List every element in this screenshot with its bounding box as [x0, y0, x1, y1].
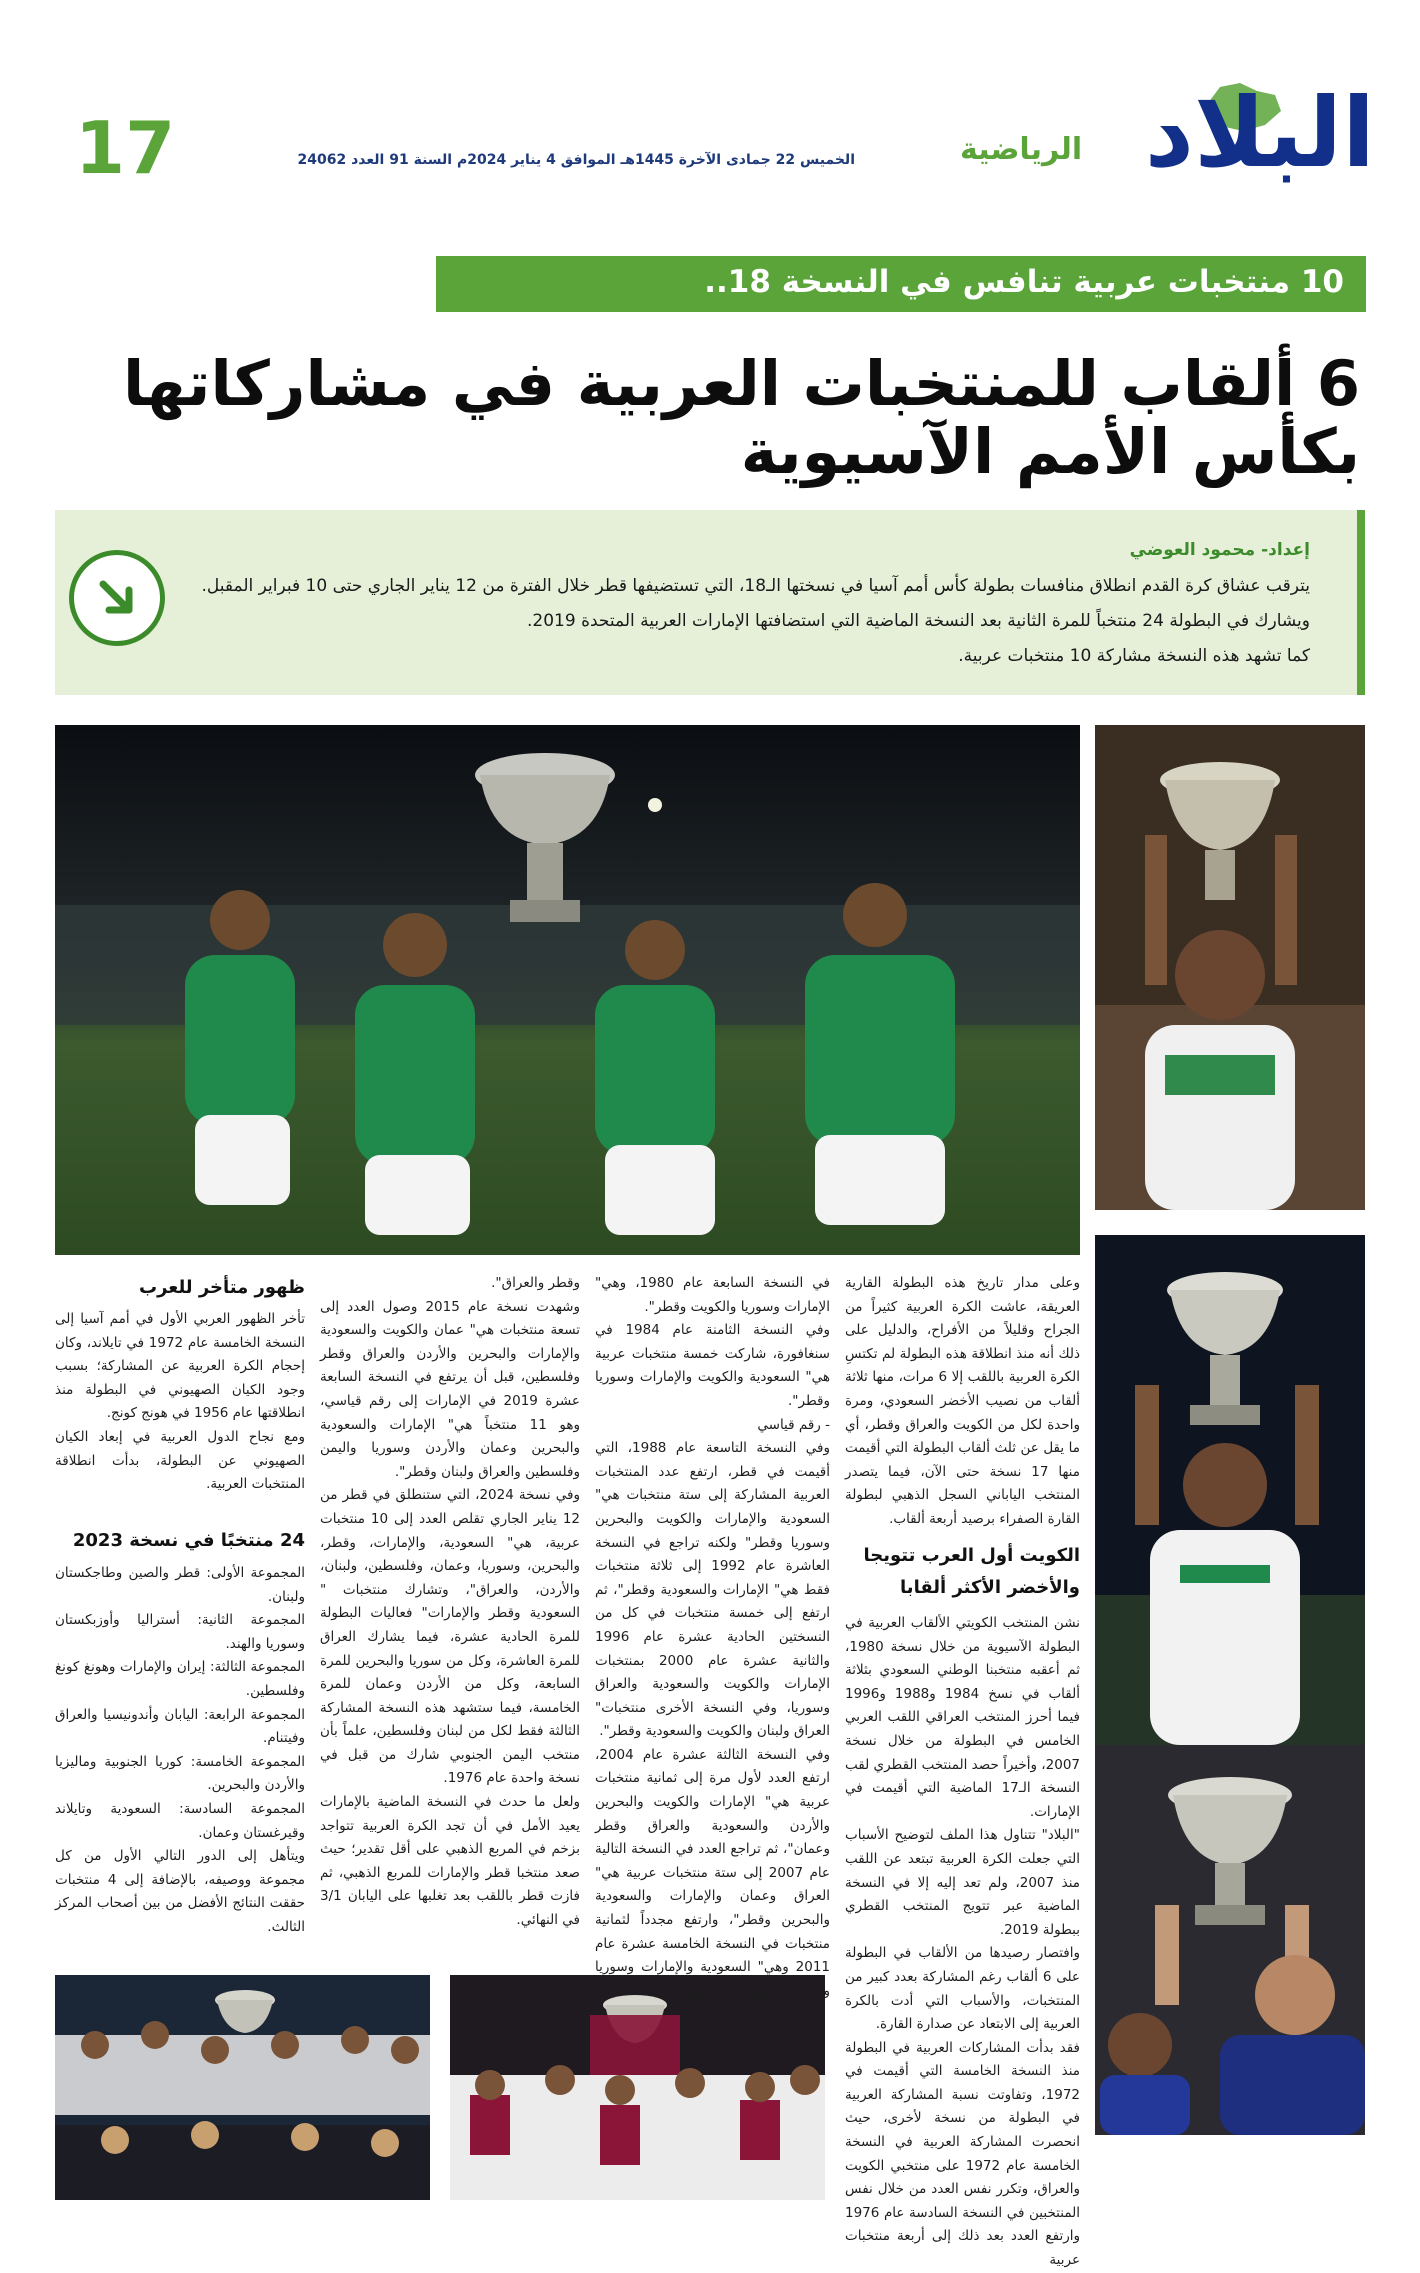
masthead-logo	[1125, 77, 1375, 205]
photo-iraq-celebration	[55, 1975, 430, 2200]
photo-player-trophy-1	[1095, 725, 1365, 1210]
article-col3: وقطر والعراق". وشهدت نسخة عام 2015 وصول العدد إلى تسعة منتخبات هي" عمان والكويت والسعودية والإمارات والبحرين والأردن والعراق وقطر وفلسطين، قبل أن يرتفع في النسخة السابعة عشرة 2019 في الإمارات إلى رقم قياسي، وهو 11 منتخباً هي" الإمارات والسعودية والبحرين وعمان والأردن وسوريا واليمن وفلسطين والعراق ولبنان وقطر". وفي نسخة 2024، التي ستنطلق في قطر من 12 يناير الجاري تقلص العدد إلى 10 منتخبات عربية، هي" السعودية، والإمارات، وقطر، والبحرين، وسوريا، وعمان، وفلسطين، ولبنان، والأردن، والعراق"، وتشارك منتخبات " السعودية وقطر والإمارات" فعاليات البطولة للمرة الحادية عشرة، فيما يشارك العراق للمرة العاشرة، وكل من سوريا والبحرين للمرة السابعة، وكل من الأردن وعمان للمرة الخامسة، فيما ستشهد هذه النسخة المشاركة الثالثة فقط لكل من لبنان وفلسطين، علماً بأن منتخب اليمن الجنوبي شارك من قبل في نسخة واحدة عام 1976. ولعل ما حدث في النسخة الماضية بالإمارات يعيد الأمل في أن تجد الكرة العربية تتواجد بزخم في المربع الذهبي على أقل تقدير؛ حيث صعد منتخبا قطر والإمارات للمربع الذهبي، ثم فازت قطر باللقب بعد تغلبها على اليابان 3/1 في النهائي.	[320, 1275, 580, 1929]
main-headline: 6 ألقاب للمنتخبات العربية في مشاركاتها بكأس الأمم الآسيوية	[122, 347, 1360, 489]
byline: إعداد- محمود العوضي	[1129, 540, 1310, 560]
photo-qatar-celebration	[450, 1975, 825, 2200]
article-col4-top: تأخر الظهور العربي الأول في أمم آسيا إلى النسخة الخامسة عام 1972 في تايلاند، وكان إحجام الكرة العربية عن المشاركة؛ بسبب وجود الكيان الصهيوني في البطولة منذ انطلاقتها عام 1956 في هونج كونج. ومع نجاح الدول العربية في إبعاد الكيان الصهيوني عن البطولة، بدأت انطلاقة المنتخبات العربية.	[55, 1311, 305, 1493]
article-col2: في النسخة السابعة عام 1980، وهي" الإمارات وسوريا والكويت وقطر". وفي النسخة الثامنة عام 1984 في سنغافورة، شاركت خمسة منتخبات عربية هي" السعودية والكويت والإمارات وسوريا وقطر". - رقم قياسي وفي النسخة التاسعة عام 1988، التي أقيمت في قطر، ارتفع عدد المنتخبات العربية المشاركة إلى ستة منتخبات هي" السعودية والإمارات والكويت والبحرين وسوريا وقطر" ولكنه تراجع في النسخة العاشرة عام 1992 إلى ثلاثة منتخبات فقط هي" الإمارات والسعودية وقطر"، ثم ارتفع إلى خمسة منتخبات في كل من النسختين الحادية عشرة عام 1996 والثانية عشرة عام 2000 بمنتخبات الإمارات والكويت والسعودية والعراق وسوريا، وفي النسخة الأخرى منتخبات" العراق ولبنان والكويت والسعودية وقطر". وفي النسخة الثالثة عشرة عام 2004، ارتفع العدد لأول مرة إلى ثمانية منتخبات عربية هي" الإمارات والكويت والبحرين والأردن والسعودية والعراق وقطر وعمان"، ثم تراجع العدد في النسخة التالية عام 2007 إلى ستة منتخبات عربية هي" العراق وعمان والإمارات والسعودية والبحرين وقطر"، وارتفع مجدداً لثمانية منتخبات في النسخة الخامسة عشرة عام 2011 وهي" السعودية والإمارات وسوريا والأردن والكويت والبحرين	[595, 1275, 831, 1999]
intro-paragraph: كما تشهد هذه النسخة مشاركة 10 منتخبات عربية.	[958, 646, 1310, 666]
article-col1-bottom: نشن المنتخب الكويتي الألقاب العربية في البطولة الآسيوية من خلال نسخة 1980، ثم أعقبه منتخبنا الوطني السعودي بثلاثة ألقاب في نسخ 1984 و1988 و1996 فيما أحرز المنتخب العراقي اللقب العربي الخامس في البطولة من خلال نسخة 2007، وأخيراً حصد المنتخب القطري لقب النسخة الـ17 الماضية التي أقيمت في الإمارات. "البلاد" تتناول هذا الملف لتوضيح الأسباب التي جعلت الكرة العربية تبتعد عن اللقب منذ 2007، ولم تعد إليه إلا في النسخة الماضية عبر تتويج المنتخب القطري ببطولة 2019. وافتصار رصيدها من الألقاب في البطولة على 6 ألقاب رغم المشاركة بعدد كبير من المنتخبات، والأسباب التي أدت بالكرة العربية إلى الابتعاد عن صدارة القارة. فقد بدأت المشاركات العربية في البطولة منذ النسخة الخامسة التي أقيمت في 1972، وتفاوتت نسبة المشاركة العربية في البطولة من نسخة لأخرى، حيث انحصرت المشاركة العربية في النسخة الخامسة عام 1972 على منتخبي الكويت والعراق، وتكرر نفس العدد من خلال نفس المنتخبين في النسخة السادسة عام 1976 وارتفع العدد بعد ذلك إلى أربعة منتخبات عربية	[845, 1615, 1081, 2269]
read-more-arrow-icon[interactable]	[69, 550, 165, 646]
intro-accent-bar	[1357, 510, 1365, 695]
photo-player-trophy-2	[1095, 1235, 1365, 1745]
section-label: الرياضية	[960, 132, 1083, 167]
intro-box	[55, 510, 1365, 695]
article-col4-groups: المجموعة الأولى: قطر والصين وطاجكستان ولبنان. المجموعة الثانية: أستراليا وأوزبكستان وسوريا والهند. المجموعة الثالثة: إيران والإمارات وهونغ كونغ وفلسطين. المجموعة الرابعة: اليابان وأندونيسيا والعراق وفيتنام. المجموعة الخامسة: كوريا الجنوبية وماليزيا والأردن والبحرين. المجموعة السادسة: السعودية وتايلاند وقيرغستان وعمان. ويتأهل إلى الدور التالي الأول من كل مجموعة ووصيفه، بالإضافة إلى 4 منتخبات حققت النتائج الأفضل من بين أصحاب المركز الثالث.	[55, 1565, 306, 1935]
article-col1-top: وعلى مدار تاريخ هذه البطولة القارية العريقة، عاشت الكرة العربية كثيراً من الجراح وقليلاً من الأفراح، والدليل على ذلك أنه منذ انطلاقة هذه البطولة لم تكتسِ الكرة العربية باللقب إلا 6 مرات، منها ثلاثة ألقاب من نصيب الأخضر السعودي، ومرة واحدة لكل من الكويت والعراق وقطر، أي ما يقل عن ثلث ألقاب البطولة التي أقيمت منها 17 نسخة حتى الآن، فيما يتصدر المنتخب الياباني السجل الذهبي لبطولة القارة الصفراء برصيد أربعة ألقاب.	[845, 1275, 1080, 1527]
logo-wordmark: البلاد	[1144, 77, 1375, 189]
page-number: 17	[75, 106, 176, 190]
photo-player-trophy-3	[1095, 1745, 1365, 2135]
subhead-24-teams: 24 منتخبًا في نسخة 2023	[72, 1530, 305, 1551]
subhead-late-appearance: ظهور متأخر للعرب	[139, 1277, 305, 1298]
subhead-kuwait-first: الكويت أول العرب تتويجا والأخضر الأكثر ألقابا	[863, 1545, 1080, 1598]
kicker-headline: 10 منتخبات عربية تنافس في النسخة 18..	[436, 256, 1366, 312]
intro-paragraph: يترقب عشاق كرة القدم انطلاق منافسات بطولة كأس أمم آسيا في نسختها الـ18، التي تستضيفها قطر خلال الفترة من 12 يناير الجاري حتى 10 فبراير المقبل.	[201, 576, 1310, 596]
main-photo-saudi-celebration	[55, 725, 1080, 1255]
dateline: الخميس 22 جمادى الآخرة 1445هـ الموافق 4 يناير 2024م السنة 91 العدد 24062	[297, 152, 855, 168]
intro-paragraph: ويشارك في البطولة 24 منتخباً للمرة الثانية بعد النسخة الماضية التي استضافتها الإمارات العربية المتحدة 2019.	[527, 611, 1310, 631]
